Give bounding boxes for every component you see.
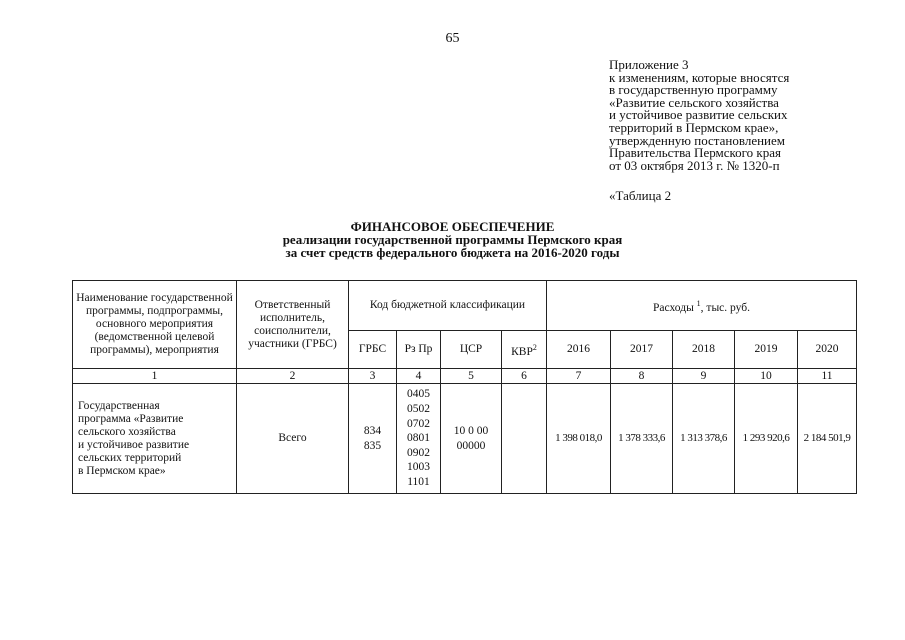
csr-code: 00000 bbox=[456, 439, 486, 452]
header-expenses bbox=[547, 281, 857, 331]
header-kbk: Код бюджетной классификации bbox=[349, 281, 547, 331]
rzpr-code: 0902 bbox=[407, 446, 430, 459]
row-name-line: в Пермском крае» bbox=[78, 464, 166, 477]
appendix-line: Приложение 3 bbox=[609, 57, 689, 72]
col-number: 8 bbox=[611, 369, 673, 384]
row-name bbox=[73, 384, 237, 494]
row-name-line: сельского хозяйства bbox=[78, 425, 176, 438]
header-csr: ЦСР bbox=[441, 331, 502, 369]
appendix-line: к изменениям, которые вносятся bbox=[609, 69, 790, 85]
expenses-label: Расходы bbox=[653, 301, 694, 314]
table-row bbox=[73, 384, 857, 494]
appendix-line: утвержденную постановлением bbox=[609, 132, 786, 148]
row-csr bbox=[441, 384, 502, 494]
grbs-code: 835 bbox=[363, 439, 382, 452]
grbs-code: 834 bbox=[363, 424, 382, 437]
col-number: 10 bbox=[735, 369, 798, 384]
header-name: Наименование государственной программы, подпрограммы, основного мероприятия (ведомственной целевой программы), мероприятия bbox=[73, 281, 237, 369]
row-amount-2019: 1 293 920,6 bbox=[735, 384, 798, 494]
row-amount-2018: 1 313 378,6 bbox=[673, 384, 735, 494]
header-executor: Ответственный исполнитель, соисполнители, участники (ГРБС) bbox=[237, 281, 349, 369]
appendix-line: в государственную программу bbox=[609, 82, 778, 98]
appendix-line: и устойчивое развитие сельских bbox=[609, 107, 788, 123]
row-name-lines bbox=[78, 400, 234, 478]
header-grbs: ГРБС bbox=[349, 331, 397, 369]
appendix-line: территорий в Пермском крае», bbox=[609, 119, 779, 135]
kvr-label: КВР bbox=[511, 345, 533, 358]
col-number: 2 bbox=[237, 369, 349, 384]
row-kvr bbox=[502, 384, 547, 494]
row-rzpr bbox=[397, 384, 441, 494]
appendix-block bbox=[609, 59, 869, 172]
col-number: 3 bbox=[349, 369, 397, 384]
row-grbs bbox=[349, 384, 397, 494]
row-name-line: программа «Развитие bbox=[78, 412, 184, 425]
header-year-2020: 2020 bbox=[798, 331, 857, 369]
title-line-2: реализации государственной программы Пермского края bbox=[282, 232, 623, 247]
rzpr-code: 0502 bbox=[407, 403, 430, 416]
row-name-line: и устойчивое развитие bbox=[78, 438, 190, 451]
rzpr-code: 0801 bbox=[407, 432, 430, 445]
title-line-3: за счет средств федерального бюджета на 2016-2020 годы bbox=[285, 245, 620, 260]
appendix-line: от 03 октября 2013 г. № 1320-п bbox=[609, 157, 780, 173]
col-number: 4 bbox=[397, 369, 441, 384]
financing-table bbox=[72, 280, 857, 494]
row-amount-2017: 1 378 333,6 bbox=[611, 384, 673, 494]
rzpr-code: 0405 bbox=[407, 388, 430, 401]
col-number: 7 bbox=[547, 369, 611, 384]
rzpr-code: 1101 bbox=[407, 475, 430, 488]
csr-code: 10 0 00 bbox=[453, 424, 489, 437]
row-name-line: сельских территорий bbox=[78, 451, 182, 464]
row-executor: Всего bbox=[237, 384, 349, 494]
rzpr-code: 1003 bbox=[407, 461, 430, 474]
col-number: 5 bbox=[441, 369, 502, 384]
col-number: 11 bbox=[798, 369, 857, 384]
row-amount-2016: 1 398 018,0 bbox=[547, 384, 611, 494]
row-name-line: Государственная bbox=[78, 399, 160, 412]
appendix-line: «Развитие сельского хозяйства bbox=[609, 94, 779, 110]
col-number: 1 bbox=[73, 369, 237, 384]
header-kvr bbox=[502, 331, 547, 369]
header-year-2018: 2018 bbox=[673, 331, 735, 369]
row-amount-2020: 2 184 501,9 bbox=[798, 384, 857, 494]
document-title bbox=[0, 220, 905, 259]
page-number: 65 bbox=[445, 31, 460, 46]
expenses-footnote: 1 bbox=[696, 298, 701, 308]
col-number: 9 bbox=[673, 369, 735, 384]
title-line-1: ФИНАНСОВОЕ ОБЕСПЕЧЕНИЕ bbox=[350, 219, 555, 234]
header-year-2017: 2017 bbox=[611, 331, 673, 369]
kvr-footnote: 2 bbox=[532, 342, 537, 352]
rzpr-code: 0702 bbox=[407, 417, 430, 430]
header-rzpr: Рз Пр bbox=[397, 331, 441, 369]
col-number: 6 bbox=[502, 369, 547, 384]
expenses-unit: , тыс. руб. bbox=[700, 301, 750, 314]
header-year-2016: 2016 bbox=[547, 331, 611, 369]
table-reference: «Таблица 2 bbox=[609, 188, 672, 203]
header-year-2019: 2019 bbox=[735, 331, 798, 369]
appendix-line: Правительства Пермского края bbox=[609, 145, 781, 161]
